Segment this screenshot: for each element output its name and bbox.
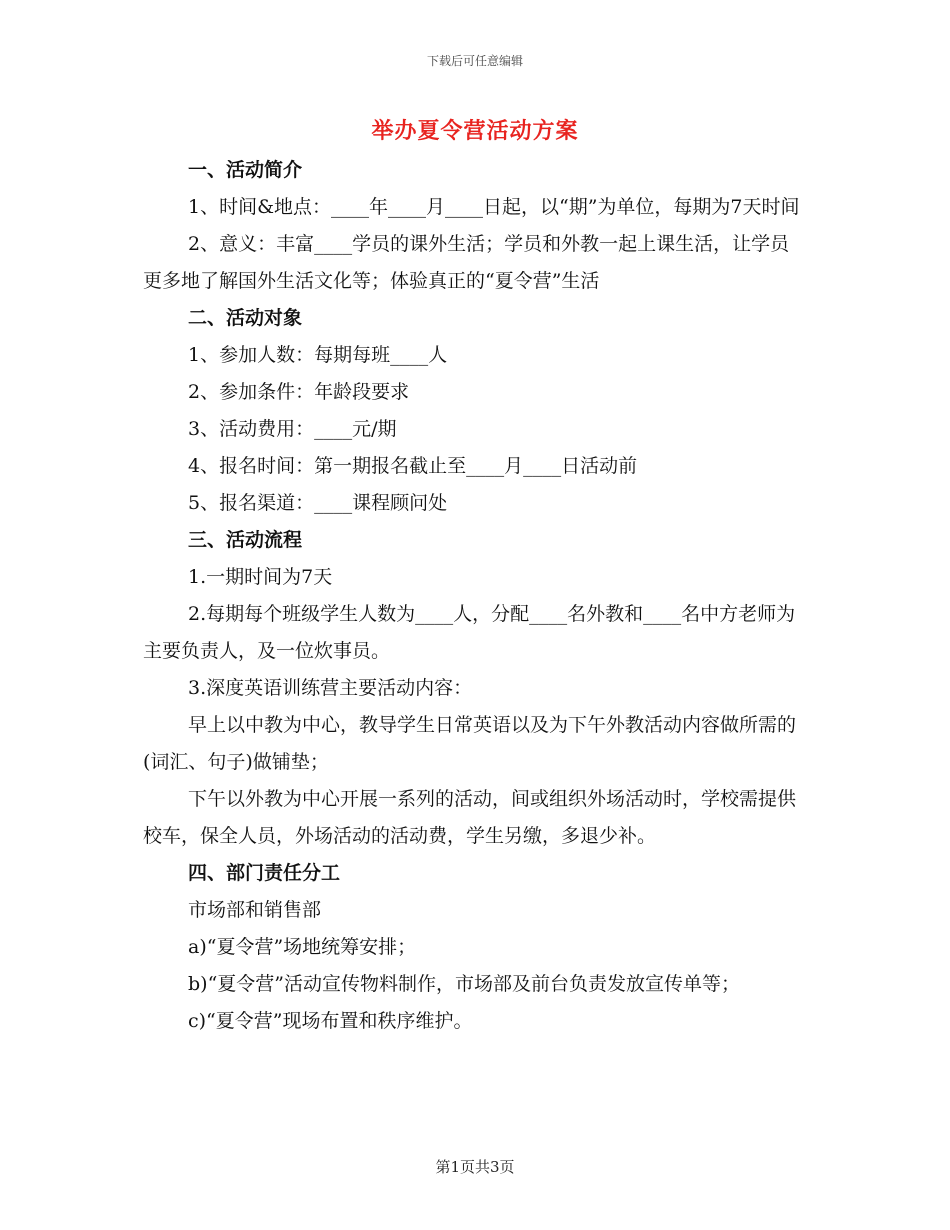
paragraph: 1、参加人数：每期每班____人: [188, 344, 448, 366]
paragraph: 2.每期每个班级学生人数为____人，分配____名外教和____名中方老师为主要负责人，及一位炊事员。: [143, 603, 796, 662]
section-heading: 三、活动流程: [188, 529, 303, 551]
paragraph: 早上以中教为中心，教导学生日常英语以及为下午外教活动内容做所需的(词汇、句子)做铺垫；: [143, 714, 797, 773]
document-body: [143, 152, 803, 1040]
paragraph: 2、意义：丰富____学员的课外生活；学员和外教一起上课生活，让学员更多地了解国外生活文化等；体验真正的“夏令营”生活: [143, 233, 790, 292]
page-title: 举办夏令营活动方案: [371, 118, 579, 144]
paragraph: c)“夏令营”现场布置和秩序维护。: [188, 1010, 473, 1032]
paragraph: 市场部和销售部: [188, 899, 322, 921]
paragraph: 4、报名时间：第一期报名截止至____月____日活动前: [188, 455, 638, 477]
section-heading: 二、活动对象: [188, 307, 303, 329]
section-heading: 四、部门责任分工: [188, 862, 341, 884]
paragraph: 下午以外教为中心开展一系列的活动，间或组织外场活动时，学校需提供校车，保全人员，外场活动的活动费，学生另缴，多退少补。: [143, 788, 797, 847]
section-heading: 一、活动简介: [188, 159, 303, 181]
paragraph: 5、报名渠道：____课程顾问处: [188, 492, 448, 514]
paragraph: 1、时间&地点：____年____月____日起，以“期”为单位，每期为7天时间: [188, 196, 800, 218]
paragraph: 2、参加条件：年龄段要求: [188, 381, 410, 403]
paragraph: 3、活动费用：____元/期: [188, 418, 397, 440]
page-number: 第1页共3页: [435, 1158, 515, 1176]
paragraph: 3.深度英语训练营主要活动内容：: [188, 677, 473, 699]
paragraph: 1.一期时间为7天: [188, 566, 333, 588]
paragraph: b)“夏令营”活动宣传物料制作，市场部及前台负责发放宣传单等；: [188, 973, 741, 995]
page-header: 下载后可任意编辑: [426, 54, 523, 68]
paragraph: a)“夏令营”场地统筹安排；: [188, 936, 417, 958]
